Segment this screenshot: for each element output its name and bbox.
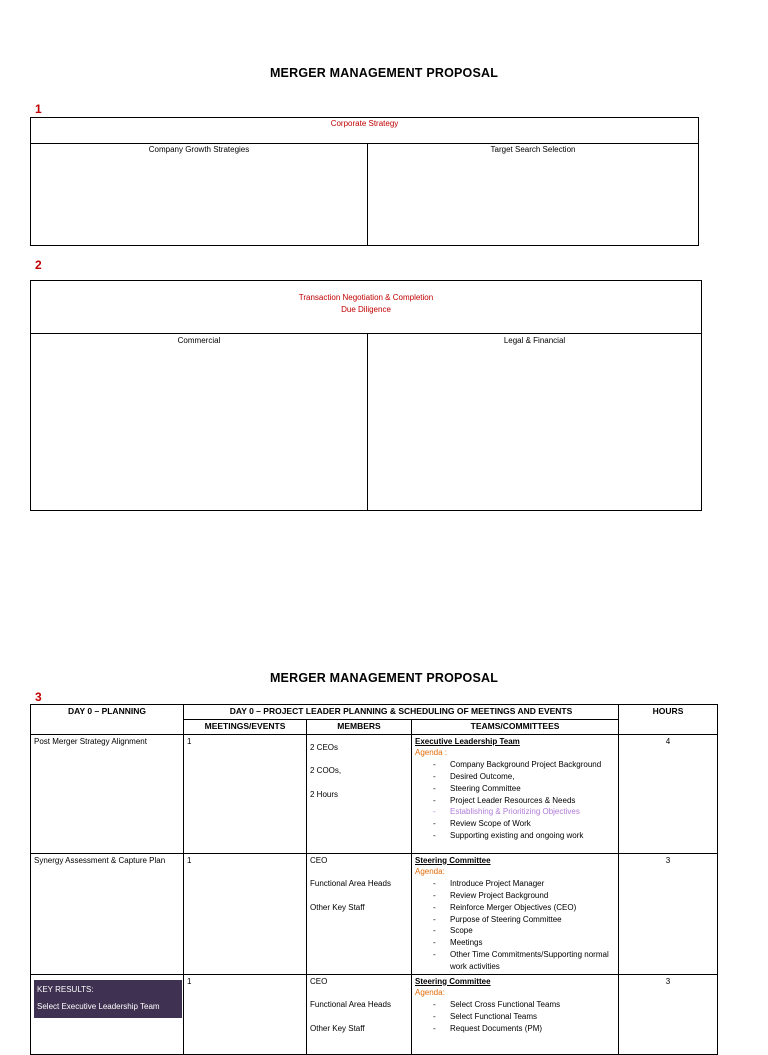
hours-cell: [619, 974, 718, 1054]
section-header: [31, 118, 698, 144]
phase-cell: [31, 974, 184, 1054]
agenda-list: [415, 878, 615, 972]
meeting-count: 1: [187, 855, 192, 865]
member: Other Key Staff: [310, 1024, 365, 1034]
agenda-item: - Review Scope of Work: [415, 818, 615, 830]
agenda-list: [415, 759, 615, 842]
table-row: [31, 734, 718, 853]
member: 2 COOs,: [310, 766, 342, 776]
key-results-label: KEY RESULTS:: [37, 984, 94, 994]
column-label: Target Search Selection: [490, 145, 576, 154]
agenda-item: - Introduce Project Manager: [415, 878, 615, 890]
member: 2 Hours: [310, 790, 339, 800]
agenda-item: - Scope: [415, 925, 615, 937]
member: 2 CEOs: [310, 742, 339, 752]
section-number: 1: [35, 102, 42, 116]
page-title: MERGER MANAGEMENT PROPOSAL: [269, 671, 499, 685]
page-title: MERGER MANAGEMENT PROPOSAL: [269, 66, 499, 80]
agenda-item: - Purpose of Steering Committee: [415, 914, 615, 926]
column-label: Company Growth Strategies: [148, 145, 250, 154]
agenda-item: - Select Cross Functional Teams: [415, 999, 615, 1011]
meeting-count: 1: [187, 976, 192, 986]
header-planning: DAY 0 – PLANNING: [31, 705, 184, 735]
left-column: [31, 334, 367, 510]
agenda-item: - Establishing & Prioritizing Objectives: [415, 806, 615, 818]
column-label: Legal & Financial: [503, 336, 566, 345]
team-cell: [412, 974, 619, 1054]
section-header-text: Corporate Strategy: [330, 119, 399, 128]
section-header: [31, 281, 701, 334]
agenda-list: [415, 999, 615, 1034]
agenda-label: Agenda:: [415, 867, 445, 877]
header-scheduling: DAY 0 – PROJECT LEADER PLANNING & SCHEDULING OF MEETINGS AND EVENTS: [184, 705, 619, 720]
meeting-cell: [184, 734, 307, 853]
agenda-item: - Desired Outcome,: [415, 771, 615, 783]
section-number: 2: [35, 258, 42, 272]
section-number: 3: [35, 690, 42, 704]
schedule-table: [30, 704, 718, 1055]
phase-cell: [31, 734, 184, 853]
hours-cell: [619, 734, 718, 853]
table-row: [31, 974, 718, 1054]
section-header-line: Due Diligence: [341, 305, 391, 314]
agenda-item: - Select Functional Teams: [415, 1011, 615, 1023]
corporate-strategy-box: [30, 117, 699, 246]
hours-value: 3: [665, 976, 671, 986]
member: Other Key Staff: [310, 903, 365, 913]
hours-value: 3: [665, 855, 671, 865]
agenda-item: - Other Time Commitments/Supporting normal work activities: [415, 949, 615, 973]
team-name: Executive Leadership Team: [415, 736, 520, 746]
table-header-row: [31, 705, 718, 720]
left-column: [31, 143, 367, 245]
members-cell: [307, 734, 412, 853]
member: CEO: [310, 855, 328, 865]
agenda-item: - Supporting existing and ongoing work: [415, 830, 615, 842]
meeting-cell: [184, 853, 307, 974]
section-header-line: Transaction Negotiation & Completion: [298, 293, 434, 302]
member: Functional Area Heads: [310, 879, 391, 889]
team-name: Steering Committee: [415, 976, 491, 986]
agenda-item: - Reinforce Merger Objectives (CEO): [415, 902, 615, 914]
phase-text: Synergy Assessment & Capture Plan: [34, 855, 166, 865]
team-cell: [412, 853, 619, 974]
meeting-count: 1: [187, 736, 192, 746]
subheader-members: MEMBERS: [307, 719, 412, 734]
table-row: [31, 853, 718, 974]
right-column: [368, 334, 701, 510]
hours-value: 4: [665, 736, 671, 746]
team-name: Steering Committee: [415, 855, 491, 865]
column-label: Commercial: [177, 336, 221, 345]
phase-text: Post Merger Strategy Alignment: [34, 736, 147, 746]
hours-cell: [619, 853, 718, 974]
right-column: [368, 143, 698, 245]
key-results-item: Select Executive Leadership Team: [37, 1001, 160, 1011]
member: Functional Area Heads: [310, 1000, 391, 1010]
subheader-teams: TEAMS/COMMITTEES: [412, 719, 619, 734]
key-results-box: [34, 980, 182, 1018]
phase-cell: [31, 853, 184, 974]
transaction-box: [30, 280, 702, 511]
members-cell: [307, 853, 412, 974]
agenda-label: Agenda:: [415, 988, 445, 998]
header-hours: HOURS: [619, 705, 718, 735]
agenda-item: - Project Leader Resources & Needs: [415, 795, 615, 807]
meeting-cell: [184, 974, 307, 1054]
subheader-meetings: MEETINGS/EVENTS: [184, 719, 307, 734]
agenda-label: Agenda :: [415, 748, 448, 758]
agenda-item: - Steering Committee: [415, 783, 615, 795]
agenda-item: - Meetings: [415, 937, 615, 949]
team-cell: [412, 734, 619, 853]
members-cell: [307, 974, 412, 1054]
agenda-item: - Request Documents (PM): [415, 1023, 615, 1035]
member: CEO: [310, 976, 328, 986]
agenda-item: - Company Background Project Background: [415, 759, 615, 771]
agenda-item: - Review Project Background: [415, 890, 615, 902]
